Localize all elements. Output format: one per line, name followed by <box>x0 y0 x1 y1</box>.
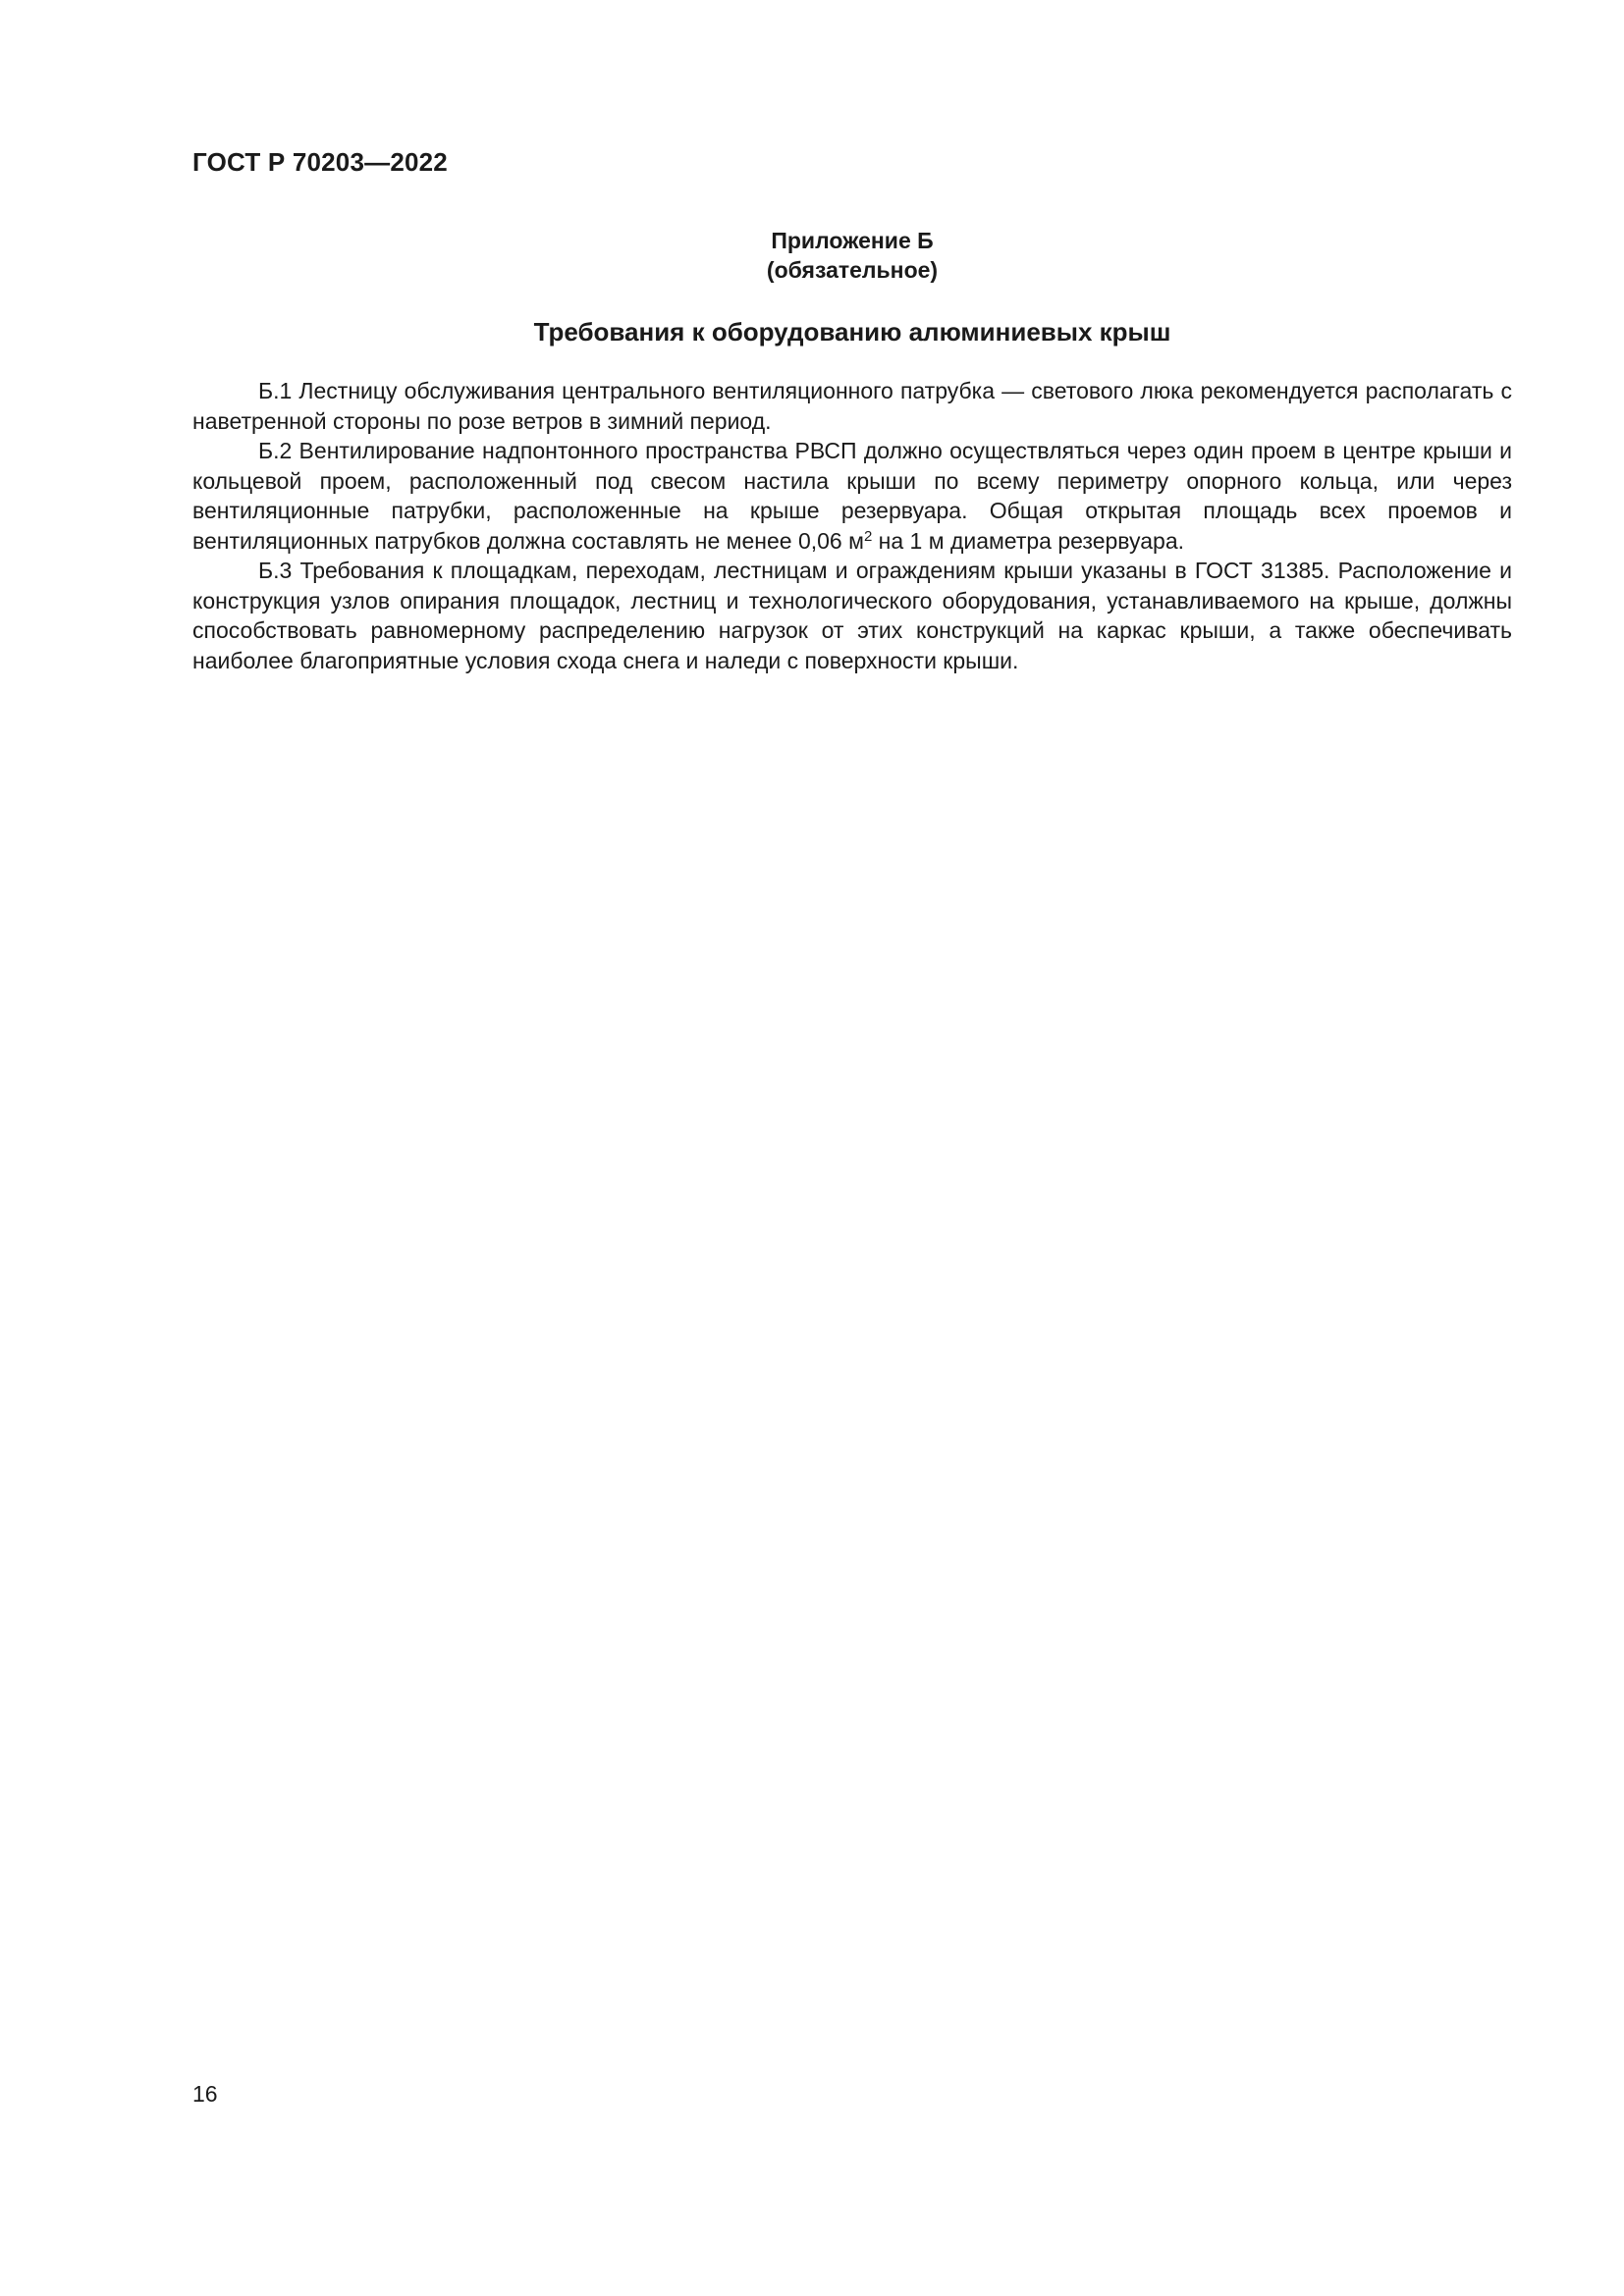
paragraph-b2-text: Б.2 Вентилирование надпонтонного пространства РВСП должно осуществляться через один проем в центре крыши и кольцевой проем, расположенный под свесом настила крыши по всему периметру опорного кольца, или через вентиляционные патрубки, расположенные на крыше резервуара. Общая открытая площадь всех проемов и вентиляционных патрубков должна составлять не менее 0,06 м <box>192 438 1512 554</box>
appendix-title: Требования к оборудованию алюминиевых крыш <box>533 317 1171 347</box>
paragraph-b2-tail: на 1 м диаметра резервуара. <box>872 527 1185 554</box>
paragraph-b3: Б.3 Требования к площадкам, переходам, лестницам и ограждениям крыши указаны в ГОСТ 31385. Расположение и конструкция узлов опирания площадок, лестниц и технологического оборудования, устанавливаемого на крыше, должны способствовать равномерному распределению нагрузок от этих конструкций на каркас крыши, а также обеспечивать наиболее благоприятные условия схода снега и наледи с поверхности крыши. <box>192 558 1512 673</box>
document-code: ГОСТ Р 70203—2022 <box>192 147 448 177</box>
paragraph-b2 <box>192 436 1512 556</box>
appendix-heading <box>192 226 1512 285</box>
paragraph-b1: Б.1 Лестницу обслуживания центрального вентиляционного патрубка — светового люка рекомендуется располагать с наветренной стороны по розе ветров в зимний период. <box>192 378 1512 434</box>
superscript: 2 <box>863 527 873 545</box>
appendix-label: Приложение Б <box>771 228 934 253</box>
page-number: 16 <box>192 2081 218 2107</box>
appendix-status: (обязательное) <box>766 257 939 283</box>
document-body <box>192 376 1512 675</box>
